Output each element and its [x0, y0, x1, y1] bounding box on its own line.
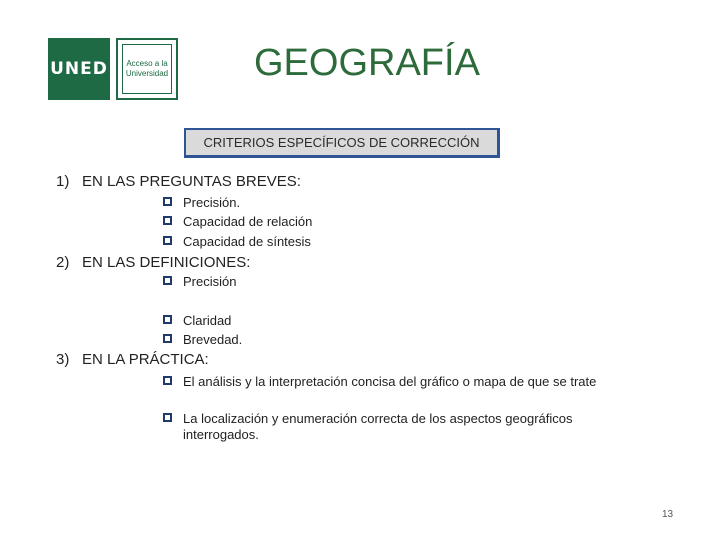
list-item [163, 332, 242, 348]
page-title: GEOGRAFÍA [254, 42, 480, 84]
section-1-title: EN LAS PREGUNTAS BREVES: [82, 173, 301, 190]
list-item [163, 411, 633, 443]
acceso-universidad-logo [116, 38, 178, 100]
section-2-number: 2) [56, 254, 70, 271]
list-item [163, 313, 231, 329]
section-1-heading [56, 173, 301, 190]
list-item-text: Capacidad de relación [183, 214, 313, 229]
list-item-text: La localización y enumeración correcta de los aspectos geográficos interrogados. [183, 411, 573, 442]
list-item [163, 234, 311, 250]
list-item-text: Precisión. [183, 195, 241, 210]
section-3-heading [56, 351, 209, 368]
page-number: 13 [662, 509, 674, 520]
checkbox-bullet-icon [163, 197, 172, 206]
section-3-title: EN LA PRÁCTICA: [82, 351, 209, 368]
checkbox-bullet-icon [163, 413, 172, 422]
acceso-logo-inner [122, 44, 172, 94]
acceso-logo-line2: Universidad [125, 69, 169, 78]
list-item [163, 374, 596, 390]
list-item-text: El análisis y la interpretación concisa del gráfico o mapa de que se trate [183, 374, 597, 389]
section-1-number: 1) [56, 173, 70, 190]
checkbox-bullet-icon [163, 315, 172, 324]
acceso-logo-line1: Acceso a la [126, 59, 168, 68]
checkbox-bullet-icon [163, 276, 172, 285]
criteria-heading-text: CRITERIOS ESPECÍFICOS DE CORRECCIÓN [203, 135, 480, 150]
section-2-heading [56, 254, 250, 271]
checkbox-bullet-icon [163, 216, 172, 225]
checkbox-bullet-icon [163, 376, 172, 385]
list-item-text: Claridad [183, 313, 232, 328]
checkbox-bullet-icon [163, 334, 172, 343]
criteria-heading-box [184, 128, 500, 158]
list-item-text: Brevedad. [183, 332, 243, 347]
list-item [163, 195, 240, 211]
list-item [163, 274, 236, 290]
list-item-text: Capacidad de síntesis [183, 234, 311, 249]
checkbox-bullet-icon [163, 236, 172, 245]
uned-logo-text: UNED [50, 59, 108, 79]
list-item [163, 214, 312, 230]
section-3-number: 3) [56, 351, 70, 368]
uned-logo [48, 38, 110, 100]
list-item-text: Precisión [183, 274, 237, 289]
section-2-title: EN LAS DEFINICIONES: [82, 254, 251, 271]
